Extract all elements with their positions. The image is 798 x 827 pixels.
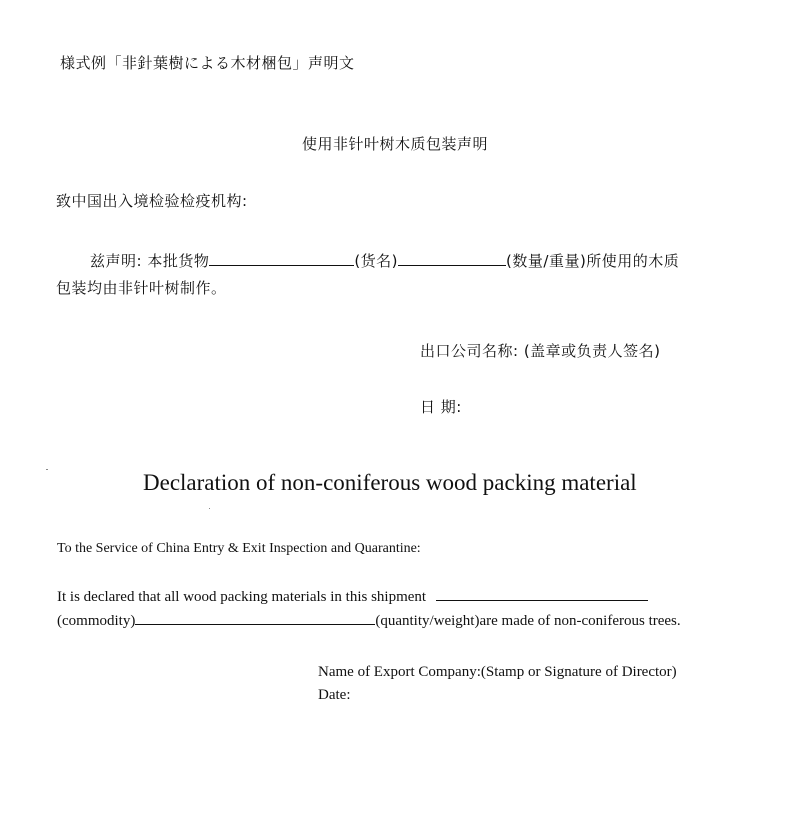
shipment-blank[interactable] bbox=[436, 599, 648, 601]
english-date-label: Date: bbox=[318, 687, 351, 703]
english-line2-suffix: (quantity/weight)are made of non-coniferous trees. bbox=[375, 613, 681, 629]
scan-speck bbox=[209, 508, 210, 509]
form-example-label: 様式例「非針葉樹による木材梱包」声明文 bbox=[60, 54, 355, 72]
english-salutation: To the Service of China Entry & Exit Inspection and Quarantine: bbox=[57, 541, 421, 556]
chinese-date-label: 日 期: bbox=[420, 398, 462, 416]
english-declaration-title: Declaration of non-coniferous wood packing material bbox=[143, 470, 637, 495]
english-line1-text: It is declared that all wood packing materials in this shipment bbox=[57, 589, 427, 605]
commodity-label: (commodity) bbox=[57, 613, 136, 629]
english-declaration-line-1 bbox=[57, 589, 648, 606]
goods-name-blank[interactable] bbox=[209, 264, 354, 266]
chinese-declaration-line-2: 包装均由非针叶树制作。 bbox=[56, 279, 227, 297]
quantity-weight-blank-cn[interactable] bbox=[398, 264, 506, 266]
chinese-company-name-label: 出口公司名称: (盖章或负责人签名) bbox=[420, 342, 661, 360]
english-company-name-label: Name of Export Company:(Stamp or Signature of Director) bbox=[318, 664, 677, 680]
chinese-declaration-title: 使用非针叶树木质包装声明 bbox=[302, 135, 489, 153]
chinese-line1-prefix: 兹声明: 本批货物 bbox=[90, 252, 210, 270]
commodity-blank[interactable] bbox=[135, 623, 375, 625]
english-declaration-line-2 bbox=[57, 613, 681, 630]
chinese-salutation: 致中国出入境检验检疫机构: bbox=[56, 192, 248, 210]
chinese-declaration-line-1 bbox=[90, 250, 679, 271]
scan-speck bbox=[46, 469, 48, 470]
quantity-label-cn: (数量/重量)所使用的木质 bbox=[506, 252, 680, 270]
goods-name-label: (货名) bbox=[354, 252, 399, 270]
